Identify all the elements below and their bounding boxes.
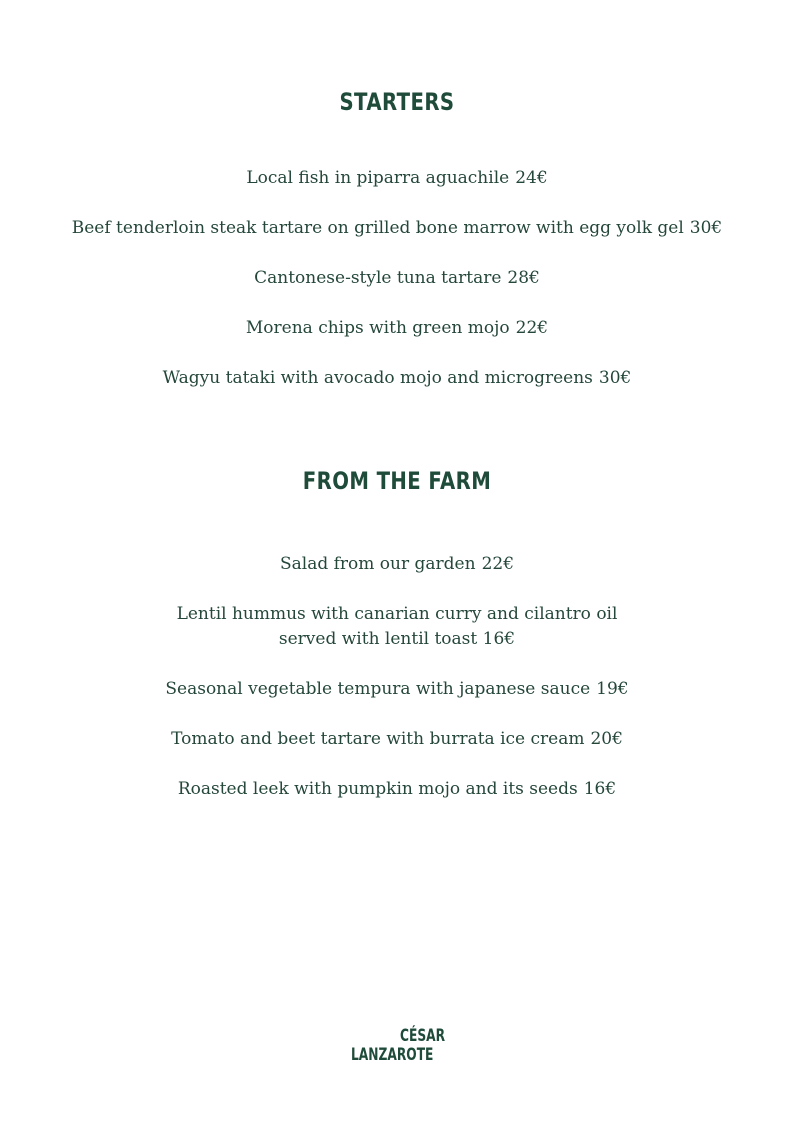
menu-item xyxy=(0,552,794,577)
item-name: Local fish in piparra aguachile xyxy=(246,168,510,188)
menu-item xyxy=(0,677,794,702)
item-price: 24€ xyxy=(515,168,548,188)
item-name: Tomato and beet tartare with burrata ice cream xyxy=(171,729,585,749)
section-title-from-the-farm: FROM THE FARM xyxy=(302,467,492,495)
item-name: Salad from our garden xyxy=(279,554,476,574)
item-price: 16€ xyxy=(583,779,617,799)
item-name: Morena chips with green mojo xyxy=(245,318,510,338)
logo-line-cesar: CÉSAR xyxy=(400,1026,446,1046)
item-name: Seasonal vegetable tempura with japanese sauce xyxy=(165,679,591,699)
menu-item-continued xyxy=(0,627,794,652)
item-price: 30€ xyxy=(598,368,632,388)
item-name-line2: served with lentil toast xyxy=(278,629,478,649)
item-name: Beef tenderloin steak tartare on grilled bone marrow with egg yolk gel xyxy=(71,218,684,238)
item-price: 30€ xyxy=(689,218,723,238)
menu-item xyxy=(0,266,794,291)
item-price: 22€ xyxy=(481,554,515,574)
item-price: 28€ xyxy=(507,268,540,288)
menu-item xyxy=(0,316,794,341)
item-name: Roasted leek with pumpkin mojo and its seeds xyxy=(177,779,578,799)
section-title-starters: STARTERS xyxy=(339,88,455,116)
menu-item xyxy=(0,366,794,391)
menu-item xyxy=(0,166,794,191)
item-price: 22€ xyxy=(515,318,549,338)
item-name: Cantonese-style tuna tartare xyxy=(254,268,502,288)
menu-item xyxy=(0,216,794,241)
logo-line-lanzarote: LANZAROTE xyxy=(351,1045,434,1065)
menu-item xyxy=(0,602,794,627)
item-name: Lentil hummus with canarian curry and cilantro oil xyxy=(176,604,618,624)
item-price: 19€ xyxy=(596,679,629,699)
item-price: 20€ xyxy=(590,729,623,749)
item-price: 16€ xyxy=(482,629,516,649)
menu-item xyxy=(0,727,794,752)
menu-item xyxy=(0,777,794,802)
restaurant-logo xyxy=(340,1024,460,1068)
item-name: Wagyu tataki with avocado mojo and microgreens xyxy=(162,368,593,388)
